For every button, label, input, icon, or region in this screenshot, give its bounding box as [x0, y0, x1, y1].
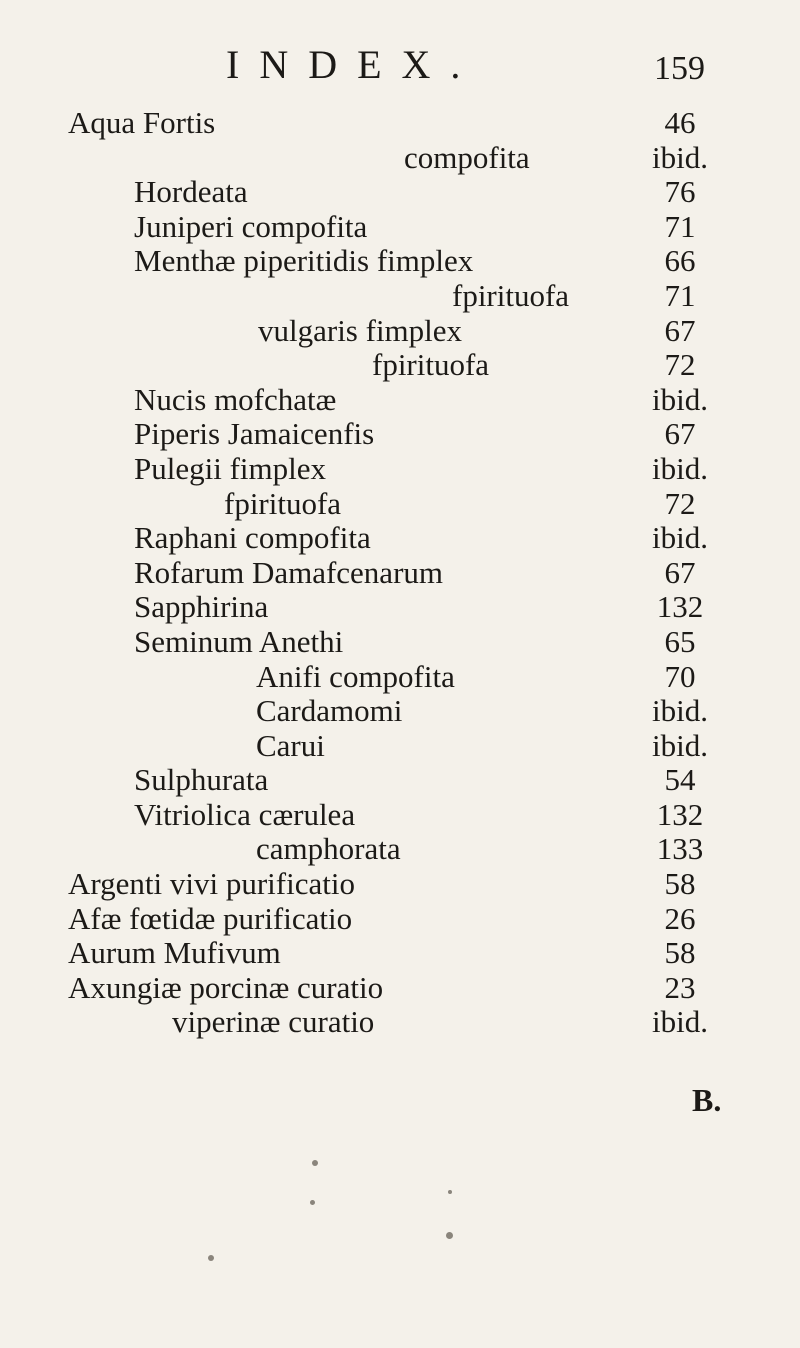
entry-page-ref: ibid.: [652, 693, 708, 729]
index-entry: [0, 106, 800, 141]
entry-label: compofita: [404, 139, 530, 175]
index-entry: [0, 279, 800, 314]
entry-page-ref: 76: [664, 174, 696, 210]
entry-page-ref: ibid.: [652, 139, 708, 175]
entry-label: fpirituofa: [452, 277, 570, 313]
catchword: B.: [692, 1082, 722, 1118]
ink-speck: [310, 1200, 315, 1205]
entry-label: Rofarum Damafcenarum: [134, 554, 444, 590]
entry-label: Hordeata: [134, 174, 248, 210]
entry-page-ref: 23: [664, 969, 696, 1005]
entry-label: Sulphurata: [134, 762, 269, 798]
index-entry: [0, 763, 800, 798]
entry-label: fpirituofa: [372, 347, 490, 383]
entry-page-ref: 54: [664, 762, 696, 798]
entry-label: Piperis Jamaicenfis: [134, 416, 375, 452]
entry-label: Cardamomi: [256, 693, 403, 729]
entry-page-ref: 71: [664, 277, 696, 313]
entry-page-ref: 70: [664, 658, 696, 694]
page-number: 159: [654, 50, 705, 87]
index-entry: [0, 971, 800, 1006]
index-entry: [0, 314, 800, 349]
ink-speck: [446, 1232, 453, 1239]
entry-label: Menthæ piperitidis fimplex: [134, 243, 474, 279]
entry-page-ref: ibid.: [652, 381, 708, 417]
index-entry: [0, 521, 800, 556]
entry-label: Raphani compofita: [134, 520, 371, 556]
index-entry: [0, 590, 800, 625]
entry-label: viperinæ curatio: [172, 1004, 375, 1040]
index-entry: [0, 625, 800, 660]
index-entry: [0, 348, 800, 383]
entry-label: vulgaris fimplex: [258, 312, 463, 348]
entry-label: Aurum Mufivum: [68, 935, 281, 971]
index-entry: [0, 729, 800, 764]
index-entry: [0, 175, 800, 210]
entry-page-ref: 132: [656, 796, 704, 832]
index-entry: [0, 417, 800, 452]
index-entry: [0, 936, 800, 971]
entry-page-ref: 67: [664, 312, 696, 348]
entry-page-ref: 132: [656, 589, 704, 625]
index-entry: [0, 902, 800, 937]
entry-page-ref: 65: [664, 623, 696, 659]
index-entry: [0, 452, 800, 487]
entry-label: fpirituofa: [224, 485, 342, 521]
index-entry: [0, 798, 800, 833]
entry-label: camphorata: [256, 831, 401, 867]
index-entry: [0, 556, 800, 591]
index-entry: [0, 660, 800, 695]
entry-page-ref: 67: [664, 416, 696, 452]
entry-page-ref: ibid.: [652, 1004, 708, 1040]
entry-page-ref: 67: [664, 554, 696, 590]
entry-label: Argenti vivi purificatio: [68, 866, 355, 902]
entry-page-ref: 26: [664, 900, 696, 936]
index-entry: [0, 694, 800, 729]
index-entry: [0, 244, 800, 279]
entry-label: Carui: [256, 727, 325, 763]
entry-label: Seminum Anethi: [134, 623, 344, 659]
page-header: [0, 40, 800, 100]
entry-label: Afæ fœtidæ purificatio: [68, 900, 353, 936]
index-entry: [0, 141, 800, 176]
entry-page-ref: ibid.: [652, 727, 708, 763]
index-entry: [0, 832, 800, 867]
entry-label: Vitriolica cærulea: [134, 796, 356, 832]
entry-label: Aqua Fortis: [68, 105, 216, 140]
index-list: [0, 106, 800, 1040]
entry-page-ref: 66: [664, 243, 696, 279]
ink-speck: [208, 1255, 214, 1261]
entry-page-ref: 71: [664, 208, 696, 244]
entry-page-ref: ibid.: [652, 450, 708, 486]
index-entry: [0, 867, 800, 902]
entry-label: Anifi compofita: [256, 658, 455, 694]
entry-page-ref: 58: [664, 935, 696, 971]
entry-page-ref: 133: [656, 831, 704, 867]
entry-page-ref: 46: [664, 105, 696, 140]
entry-label: Axungiæ porcinæ curatio: [68, 969, 384, 1005]
index-entry: [0, 1005, 800, 1040]
entry-page-ref: ibid.: [652, 520, 708, 556]
index-entry: [0, 210, 800, 245]
ink-speck: [312, 1160, 318, 1166]
index-entry: [0, 487, 800, 522]
running-title: INDEX.: [226, 42, 481, 87]
entry-page-ref: 72: [664, 485, 696, 521]
entry-label: Pulegii fimplex: [134, 450, 327, 486]
index-entry: [0, 383, 800, 418]
entry-page-ref: 58: [664, 866, 696, 902]
entry-label: Sapphirina: [134, 589, 269, 625]
entry-label: Juniperi compofita: [134, 208, 368, 244]
ink-speck: [448, 1190, 452, 1194]
entry-label: Nucis mofchatæ: [134, 381, 337, 417]
entry-page-ref: 72: [664, 347, 696, 383]
